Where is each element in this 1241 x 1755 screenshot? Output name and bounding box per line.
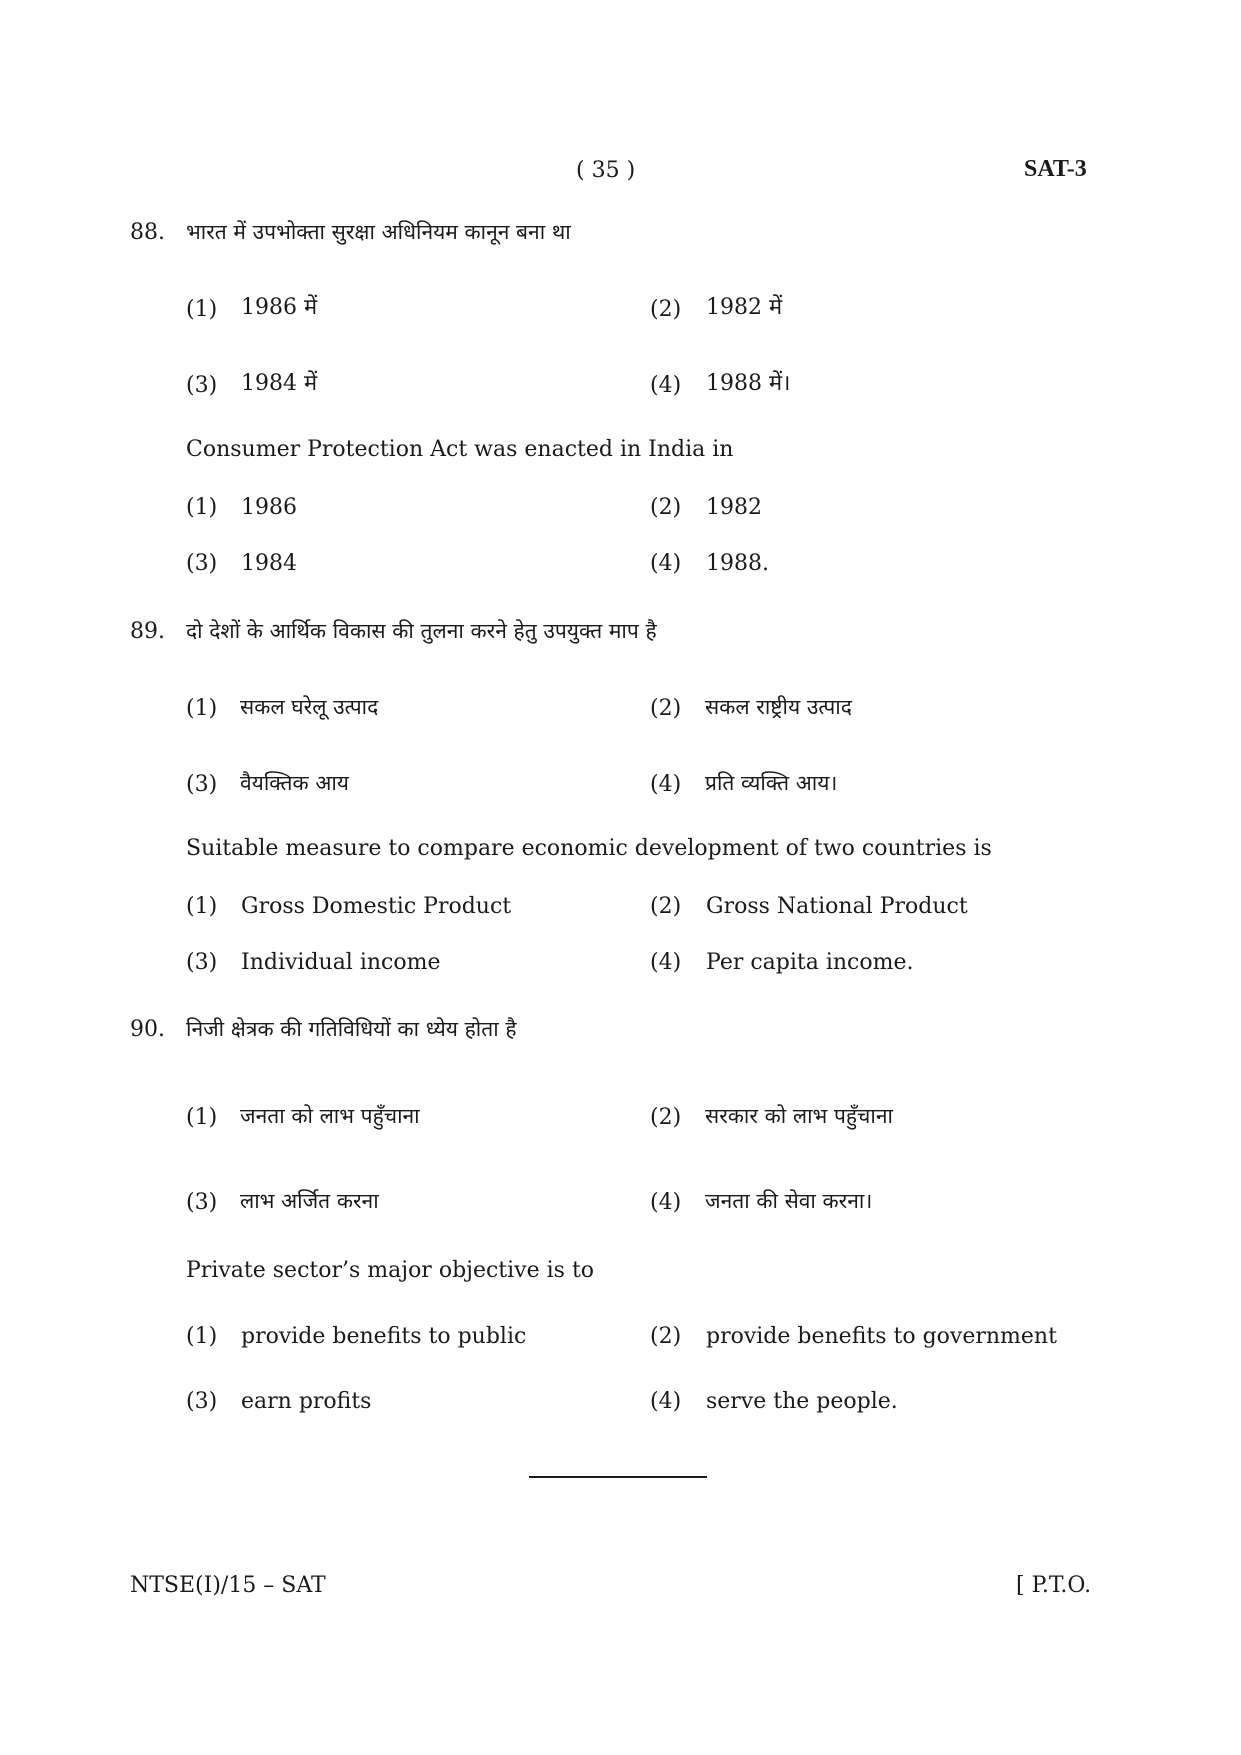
option-number: (3) [186,551,218,576]
question-text-english: Consumer Protection Act was enacted in India in [186,437,734,462]
option-text: सकल राष्ट्रीय उत्पाद [705,695,852,719]
option-number: (3) [186,1389,218,1414]
option-text: Gross National Product [706,894,968,919]
option-number: (2) [650,894,682,919]
question-text-english: Suitable measure to compare economic development of two countries is [186,836,992,861]
option-text: जनता को लाभ पहुँचाना [240,1104,420,1128]
option-number: (4) [650,772,682,797]
page-number: ( 35 ) [576,158,636,183]
option-text: Per capita income. [706,950,914,975]
option-number: (3) [186,373,218,398]
option-number: (2) [650,1105,682,1130]
option-text: 1986 [241,495,297,520]
question-number: 89. [130,619,165,644]
option-text: 1984 में [241,371,318,396]
footer-pto: [ P.T.O. [1016,1573,1092,1598]
option-text: सकल घरेलू उत्पाद [240,695,379,719]
question-text-hindi: निजी क्षेत्रक की गतिविधियों का ध्येय होता है [186,1017,517,1041]
option-number: (4) [650,1190,682,1215]
footer-code: NTSE(I)/15 – SAT [130,1573,326,1598]
option-number: (2) [650,1324,682,1349]
option-text: प्रति व्यक्ति आय। [705,771,838,795]
option-number: (4) [650,373,682,398]
question-number: 88. [130,220,165,245]
option-text: लाभ अर्जित करना [240,1189,379,1213]
option-text: 1986 में [241,295,318,320]
question-text-hindi: भारत में उपभोक्ता सुरक्षा अधिनियम कानून बना था [186,220,571,244]
option-number: (3) [186,950,218,975]
option-number: (1) [186,696,218,721]
option-text: 1982 में [706,295,783,320]
option-text: वैयक्तिक आय [240,771,349,795]
option-number: (2) [650,696,682,721]
option-number: (2) [650,297,682,322]
option-text: provide benefits to government [706,1324,1057,1349]
option-number: (4) [650,551,682,576]
question-number: 90. [130,1017,165,1042]
question-text-english: Private sector’s major objective is to [186,1258,595,1283]
option-number: (1) [186,1105,218,1130]
paper-code: SAT-3 [1024,156,1087,182]
option-text: Gross Domestic Product [241,894,512,919]
option-text: सरकार को लाभ पहुँचाना [705,1104,893,1128]
question-text-hindi: दो देशों के आर्थिक विकास की तुलना करने हेतु उपयुक्त माप है [186,619,657,643]
option-number: (1) [186,495,218,520]
option-text: Individual income [241,950,441,975]
option-number: (1) [186,894,218,919]
option-text: 1984 [241,551,297,576]
option-number: (3) [186,1190,218,1215]
option-text: provide benefits to public [241,1324,527,1349]
option-text: 1988. [706,551,769,576]
option-number: (2) [650,495,682,520]
option-number: (4) [650,950,682,975]
end-divider [529,1476,707,1478]
option-number: (1) [186,297,218,322]
option-number: (4) [650,1389,682,1414]
option-number: (1) [186,1324,218,1349]
option-text: earn profits [241,1389,372,1414]
option-text: 1982 [706,495,762,520]
option-text: serve the people. [706,1389,898,1414]
option-number: (3) [186,772,218,797]
option-text: 1988 में। [706,371,791,396]
option-text: जनता की सेवा करना। [705,1189,873,1213]
